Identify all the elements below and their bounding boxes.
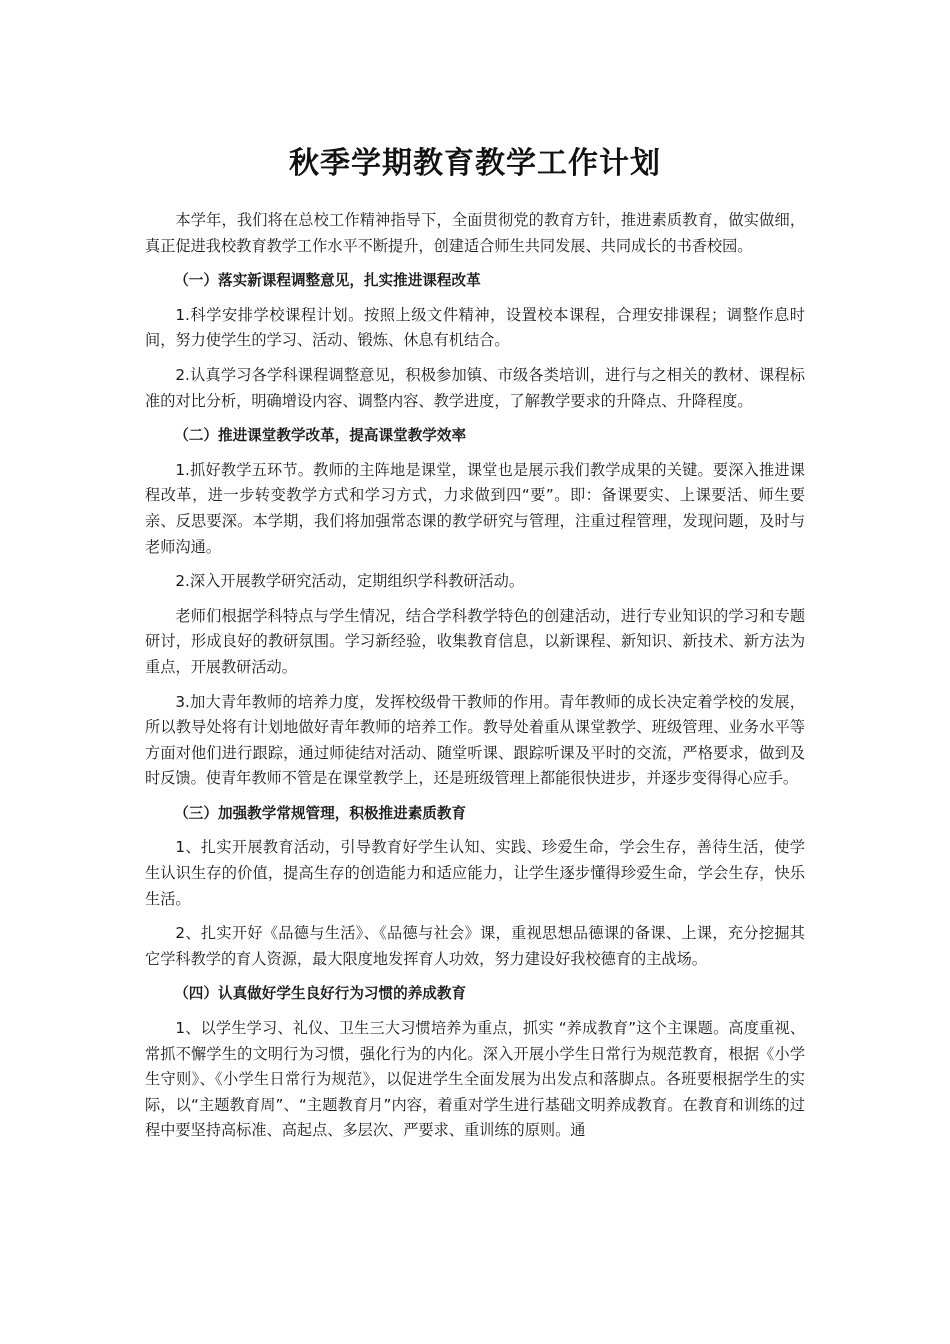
- section-3-paragraph-2: 2、扎实开好《品德与生活》、《品德与社会》课，重视思想品德课的备课、上课，充分挖掘其它学科教学的育人资源，最大限度地发挥育人功效，努力建设好我校德育的主战场。: [145, 924, 805, 968]
- section-2-heading: （二）推进课堂教学改革，提高课堂教学效率: [174, 427, 467, 445]
- section-3-paragraph-1: 1、扎实开展教育活动，引导教育好学生认知、实践、珍爱生命，学会生存，善待生活，使学生认识生存的价值，提高生存的创造能力和适应能力，让学生逐步懂得珍爱生命，学会生存，快乐生活。: [145, 838, 805, 908]
- section-2-paragraph-1: 1.抓好教学五环节。教师的主阵地是课堂，课堂也是展示我们教学成果的关键。要深入推进课程改革，进一步转变教学方式和学习方式，力求做到四“要”。即：备课要实、上课要活、师生要亲、反思要深。本学期，我们将加强常态课的教学研究与管理，注重过程管理，发现问题，及时与老师沟通。: [145, 460, 805, 556]
- section-1-paragraph-2: 2.认真学习各学科课程调整意见，积极参加镇、市级各类培训，进行与之相关的教材、课程标准的对比分析，明确增设内容、调整内容、教学进度，了解教学要求的升降点、升降程度。: [145, 365, 805, 410]
- section-2-paragraph-2: 2.深入开展教学研究活动，定期组织学科教研活动。: [175, 572, 525, 591]
- section-2-paragraph-4: 3.加大青年教师的培养力度，发挥校级骨干教师的作用。青年教师的成长决定着学校的发展，所以教导处将有计划地做好青年教师的培养工作。教导处着重从课堂教学、班级管理、业务水平等方面对他们进行跟踪，通过师徒结对活动、随堂听课、跟踪听课及平时的交流，严格要求，做到及时反馈。使青年教师不管是在课堂教学上，还是班级管理上都能很快进步，并逐步变得得心应手。: [145, 692, 805, 788]
- section-1-paragraph-1: 1.科学安排学校课程计划。按照上级文件精神，设置校本课程，合理安排课程；调整作息时间，努力使学生的学习、活动、锻炼、休息有机结合。: [145, 305, 805, 350]
- section-4-paragraph-1: 1、以学生学习、礼仪、卫生三大习惯培养为重点，抓实 “养成教育”这个主课题。高度重视、常抓不懈学生的文明行为习惯，强化行为的内化。深入开展小学生日常行为规范教育，根据《小学生守则》、《小学生日常行为规范》，以促进学生全面发展为出发点和落脚点。各班要根据学生的实际，以“主题教育周”、“主题教育月”内容，着重对学生进行基础文明养成教育。在教育和训练的过程中要坚持高标准、高起点、多层次、严要求、重训练的原则。通: [145, 1019, 805, 1140]
- document-page: [145, 140, 805, 1153]
- section-4-heading: （四）认真做好学生良好行为习惯的养成教育: [174, 985, 467, 1003]
- section-3-heading: （三）加强教学常规管理，积极推进素质教育: [174, 804, 467, 822]
- document-title: 秋季学期教育教学工作计划: [289, 146, 661, 181]
- intro-paragraph: 本学年，我们将在总校工作精神指导下，全面贯彻党的教育方针，推进素质教育，做实做细，真正促进我校教育教学工作水平不断提升，创建适合师生共同发展、共同成长的书香校园。: [145, 211, 805, 255]
- section-1-heading: （一）落实新课程调整意见，扎实推进课程改革: [174, 272, 481, 290]
- section-2-paragraph-3: 老师们根据学科特点与学生情况，结合学科教学特色的创建活动，进行专业知识的学习和专题研讨，形成良好的教研氛围。学习新经验，收集教育信息，以新课程、新知识、新技术、新方法为重点，开展教研活动。: [145, 606, 805, 676]
